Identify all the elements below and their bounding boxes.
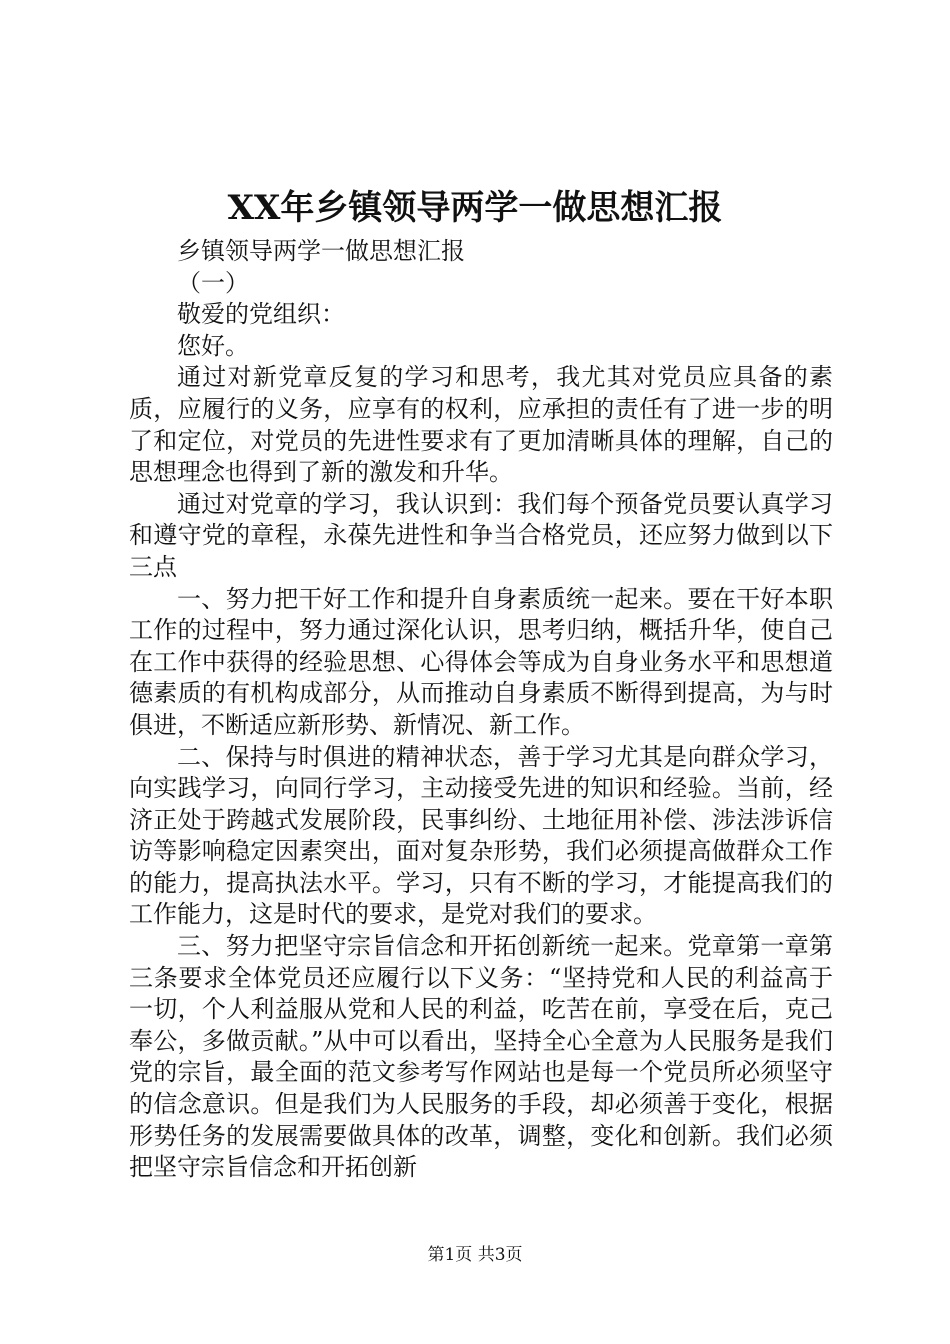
section-number: （一） — [177, 268, 249, 297]
salutation: 敬爱的党组织： — [177, 300, 345, 329]
body-paragraph: 通过对新党章反复的学习和思考，我尤其对党员应具备的素质，应履行的义务，应享有的权利，应承担的责任有了进一步的明了和定位，对党员的先进性要求有了更加清晰具体的理解，自己的思想理念也得到了新的激发和升华。 — [129, 363, 833, 487]
body-paragraph: 二、保持与时俱进的精神状态，善于学习尤其是向群众学习，向实践学习，向同行学习，主动接受先进的知识和经验。当前，经济正处于跨越式发展阶段，民事纠纷、土地征用补偿、涉法涉诉信访等影响稳定因素突出，面对复杂形势，我们必须提高做群众工作的能力，提高执法水平。学习，只有不断的学习，才能提高我们的工作能力，这是时代的要求，是党对我们的要求。 — [129, 742, 833, 929]
document-title: XX年乡镇领导两学一做思想汇报 — [227, 188, 723, 228]
body-paragraph: 三、努力把坚守宗旨信念和开拓创新统一起来。党章第一章第三条要求全体党员还应履行以下义务：“坚持党和人民的利益高于一切，个人利益服从党和人民的利益，吃苦在前，享受在后，克己奉公，多做贡献。”从中可以看出，坚持全心全意为人民服务是我们党的宗旨，最全面的范文参考写作网站也是每一个党员所必须坚守的信念意识。但是我们为人民服务的手段，却必须善于变化，根据形势任务的发展需要做具体的改革，调整，变化和创新。我们必须把坚守宗旨信念和开拓创新 — [129, 932, 833, 1182]
body-paragraph: 一、努力把干好工作和提升自身素质统一起来。要在干好本职工作的过程中，努力通过深化认识，思考归纳，概括升华，使自己在工作中获得的经验思想、心得体会等成为自身业务水平和思想道德素质的有机构成部分，从而推动自身素质不断得到提高，为与时俱进，不断适应新形势、新情况、新工作。 — [129, 584, 833, 739]
document-body — [129, 236, 833, 1184]
body-paragraph: 通过对党章的学习，我认识到：我们每个预备党员要认真学习和遵守党的章程，永葆先进性和争当合格党员，还应努力做到以下三点 — [129, 489, 833, 581]
page-number-footer: 第1页 共3页 — [427, 1245, 523, 1265]
document-subtitle: 乡镇领导两学一做思想汇报 — [177, 237, 465, 265]
greeting: 您好。 — [177, 331, 249, 360]
